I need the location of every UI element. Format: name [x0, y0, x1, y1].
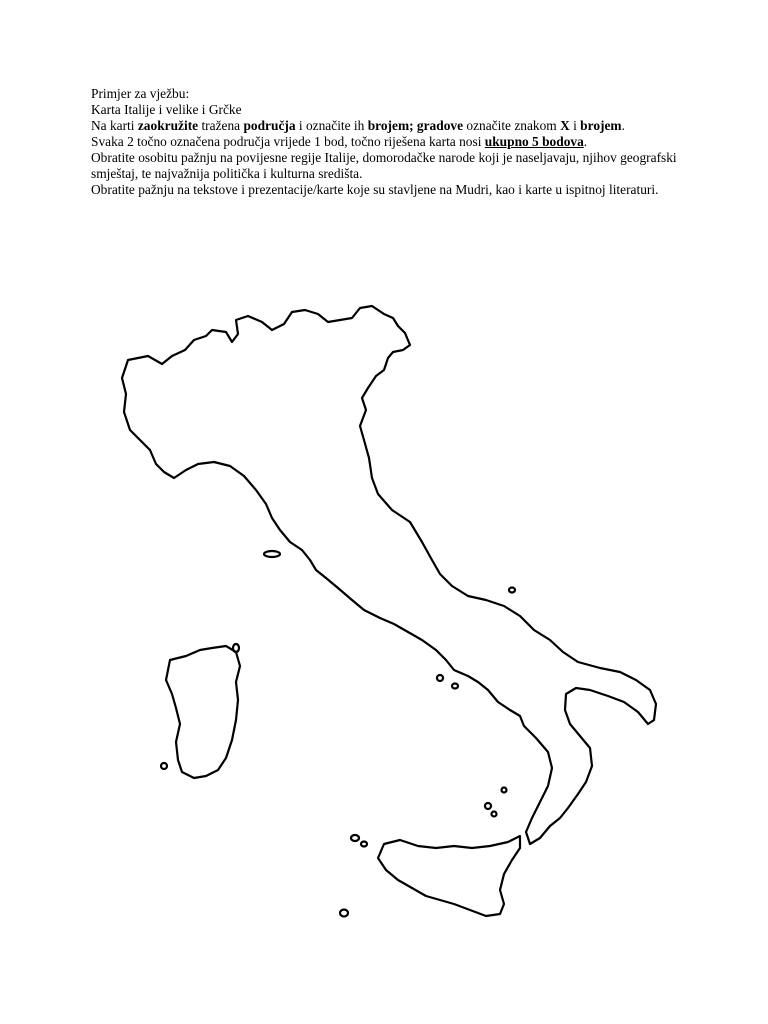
small-island	[161, 763, 167, 769]
sicily-outline	[378, 836, 520, 916]
note-paragraph-2: Obratite pažnju na tekstove i prezentacije/karte koje su stavljene na Mudri, kao i karte u ispitnoj literaturi.	[91, 182, 659, 197]
aeolian-island	[502, 788, 507, 793]
small-island	[437, 675, 443, 681]
pantelleria-island	[340, 910, 348, 917]
heading-line-2: Karta Italije i velike i Grčke	[91, 102, 242, 117]
aeolian-island	[492, 812, 497, 817]
italy-mainland-outline	[122, 306, 656, 844]
egadi-island	[361, 842, 367, 847]
elba-island	[264, 551, 280, 557]
instruction-line-4: Svaka 2 točno označena područja vrijede 1 bod, točno riješena karta nosi ukupno 5 bodova.	[91, 134, 588, 149]
total-points: ukupno 5 bodova	[484, 134, 584, 149]
instruction-line-3: Na karti zaokružite tražena područja i označite ih brojem; gradove označite znakom X i brojem.	[91, 118, 625, 133]
small-island	[452, 684, 458, 689]
egadi-island	[351, 835, 359, 841]
note-paragraph-1: Obratite osobitu pažnju na povijesne regije Italije, domorodačke narode koji je naseljavaju, njihov geografski smještaj, te najvažnija politička i kulturna središta.	[91, 150, 677, 181]
sardinia-outline	[166, 646, 240, 778]
heading-line-1: Primjer za vježbu:	[91, 86, 190, 101]
small-island	[509, 588, 515, 593]
aeolian-island	[485, 803, 491, 809]
